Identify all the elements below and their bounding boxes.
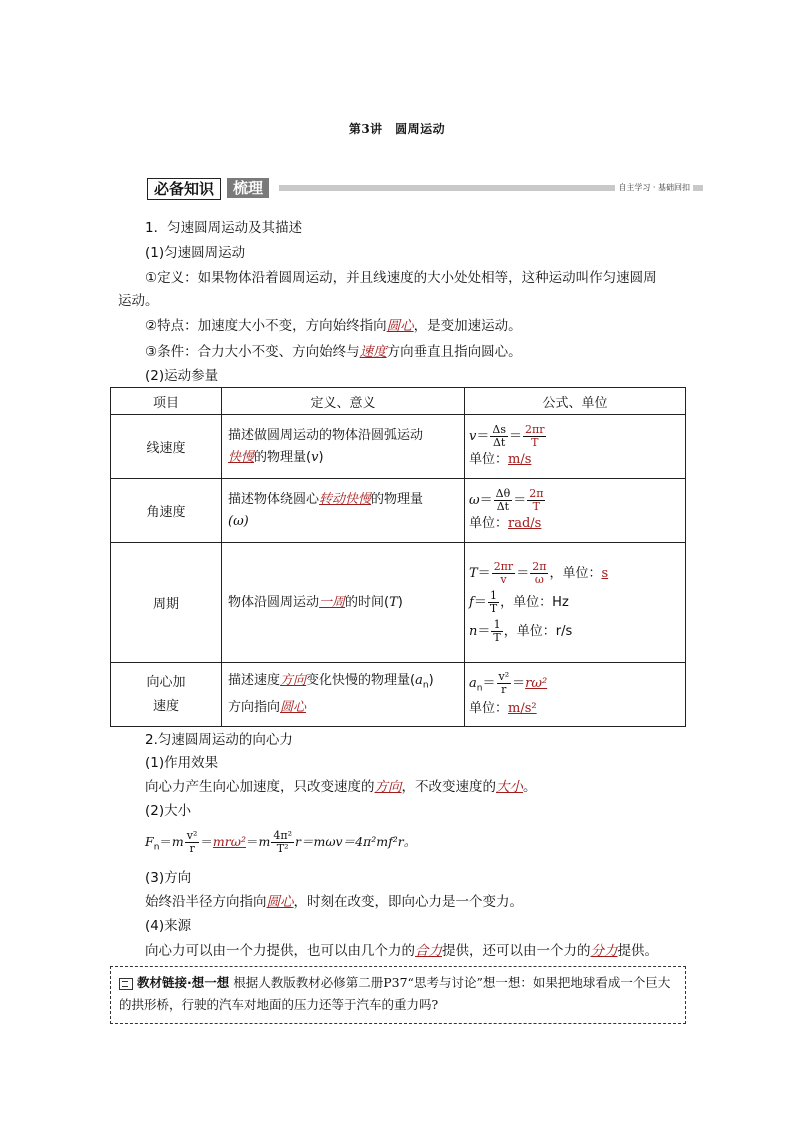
source-line <box>145 941 658 961</box>
denominator: T <box>493 631 501 644</box>
effect-heading: (1)作用效果 <box>145 755 219 771</box>
row-name: 线速度 <box>111 415 222 479</box>
numerator: 4π² <box>273 829 292 842</box>
def-fill: 圆心 <box>280 699 307 715</box>
def-text: 的物理量 <box>371 491 424 507</box>
formula-lhs: F <box>145 834 154 849</box>
row-name-part: 速度 <box>152 698 179 714</box>
unit-label: 单位： <box>469 700 509 716</box>
formula-mass: m <box>258 834 271 849</box>
frequency-formula: f＝ $\frac{1}{T}$ ，单位：Hz <box>469 589 569 615</box>
row-formula: ω＝ $\frac{\Delta\theta}{\Delta t}$ ＝ $\frac{2\pi}{T}$ 单位：rad/s <box>465 479 686 543</box>
effect-text: 。 <box>523 779 537 795</box>
direction-line <box>145 892 523 912</box>
condition-line <box>145 342 522 362</box>
denominator: ω <box>534 573 544 586</box>
header-formula: 公式、单位 <box>465 388 686 415</box>
definition-line-1: ①定义：如果物体沿着圆周运动，并且线速度的大小处处相等，这种运动叫作匀速圆周 <box>145 270 657 286</box>
textbook-link-box <box>110 966 686 1024</box>
fraction <box>271 830 294 855</box>
condition-text-b: 方向垂直且指向圆心。 <box>386 344 522 360</box>
formula-fill: rω² <box>525 676 548 692</box>
effect-text: 向心力产生向心加速度，只改变速度的 <box>145 779 375 795</box>
row-name: 周期 <box>111 543 222 663</box>
period-formula: T＝ $\frac{2\pi r}{v}$ ＝ $\frac{2\pi}{\omega}$ ，单位：s <box>469 560 609 586</box>
formula-subscript: n <box>153 842 160 853</box>
direction-heading: (3)方向 <box>145 870 192 886</box>
banner-right: 梳理 <box>227 178 269 198</box>
def-text: 的时间( <box>345 594 390 610</box>
def-fill: 一周 <box>319 594 346 610</box>
def-text: 方向指向 <box>228 699 281 715</box>
fraction-fill <box>527 488 545 513</box>
condition-fill: 速度 <box>359 344 387 360</box>
denominator: T <box>532 500 540 513</box>
header-item: 项目 <box>111 388 222 415</box>
denominator: v <box>500 573 507 586</box>
row-name: 角速度 <box>111 479 222 543</box>
numerator: v² <box>498 670 510 684</box>
textbook-link-text <box>119 972 679 1016</box>
denominator: T <box>531 436 539 449</box>
source-heading: (4)来源 <box>145 918 192 934</box>
fraction <box>497 671 512 696</box>
table-row <box>111 415 686 479</box>
def-text: 描述物体绕圆心 <box>228 491 320 507</box>
def-symbol: v <box>311 449 319 465</box>
row-formula: $a_n=$ $\frac{\text{v²}}{r}$ ＝rω² 单位：m/s² <box>465 663 686 727</box>
feature-line <box>145 316 522 336</box>
def-symbol: T <box>389 594 398 610</box>
numerator: 2π <box>529 487 544 500</box>
motion-params-table <box>110 387 686 727</box>
def-subscript: n <box>422 680 429 691</box>
row-definition <box>222 415 465 479</box>
table-row <box>111 543 686 663</box>
row-name-part: 向心加 <box>146 674 186 690</box>
table-header-row <box>111 388 686 415</box>
speed-formula: n＝ $\frac{1}{T}$ ，单位：r/s <box>469 618 573 644</box>
source-text: 提供。 <box>617 943 658 959</box>
numerator: v² <box>186 829 198 842</box>
direction-text: 始终沿半径方向指向 <box>145 894 267 910</box>
textbook-link-question: 根据人教版教材必修第二册P37“思考与讨论”想一想：如果把地球看成一个巨大的拱形桥，行驶的汽车对地面的压力还等于汽车的重力吗? <box>119 975 671 1012</box>
denominator: r <box>501 683 507 697</box>
header-definition: 定义、意义 <box>222 388 465 415</box>
denominator: r <box>189 842 195 855</box>
book-icon <box>119 978 133 990</box>
magnitude-heading: (2)大小 <box>145 803 192 819</box>
def-text: ) <box>318 449 324 465</box>
formula-tail: r＝mωv＝4π²mf²r。 <box>294 834 417 849</box>
def-symbol: (ω) <box>228 513 249 529</box>
def-text: 物体沿圆周运动 <box>228 594 320 610</box>
numerator: Δs <box>492 423 506 436</box>
banner-left: 必备知识 <box>147 178 221 200</box>
def-text: 描述速度 <box>228 673 281 689</box>
unit-fill: m/s <box>508 452 532 467</box>
row-definition <box>222 663 465 727</box>
unit-fill: rad/s <box>508 516 542 531</box>
section1-heading: 1．匀速圆周运动及其描述 <box>145 220 303 236</box>
effect-line <box>145 777 537 797</box>
fraction <box>491 619 502 644</box>
formula-lhs: f <box>469 595 474 610</box>
formula-subscript: n <box>476 683 483 694</box>
denominator: T² <box>276 842 289 855</box>
unit-label: ，单位： <box>549 566 602 581</box>
numerator: Δθ <box>495 487 511 500</box>
formula-fill: mrω² <box>212 834 246 849</box>
page-title: 第3讲 圆周运动 <box>348 122 446 136</box>
effect-fill-direction: 方向 <box>374 779 402 795</box>
unit-text: ，单位：Hz <box>500 595 569 610</box>
direction-fill: 圆心 <box>266 894 294 910</box>
denominator: Δt <box>496 500 510 513</box>
row-formula: v＝ $\frac{\Delta s}{\Delta t}$ ＝ $\frac{2\pi r}{T}$ 单位：m/s <box>465 415 686 479</box>
formula-lhs: v <box>469 429 477 444</box>
unit-fill: m/s² <box>508 700 537 716</box>
effect-text: ，不改变速度的 <box>401 779 496 795</box>
def-text: 描述做圆周运动的物体沿圆弧运动 <box>228 427 424 443</box>
source-fill-component: 分力 <box>590 943 618 959</box>
unit-row <box>469 451 681 469</box>
unit-label: 单位： <box>469 516 509 531</box>
unit-fill: s <box>601 566 609 581</box>
effect-fill-magnitude: 大小 <box>496 779 523 795</box>
force-formula: $F_n=m$ $\frac{\text{v²}}{r}$ ＝mrω²＝m $\frac{\text{4π²}}{\text{T²}}$ r＝mωv＝4π²mf²r。 <box>145 829 417 855</box>
formula-mass: m <box>171 834 184 849</box>
row-definition <box>222 479 465 543</box>
fraction <box>185 830 200 855</box>
section-banner <box>147 176 703 200</box>
formula-lhs: T <box>469 566 478 581</box>
fraction-fill <box>523 424 547 449</box>
banner-tag: 自主学习 · 基础回扣 <box>615 182 693 193</box>
unit-row <box>469 700 681 718</box>
formula-lhs: n <box>469 624 478 639</box>
def-text: ) <box>428 673 434 689</box>
numerator: 1 <box>488 590 499 603</box>
unit-label: 单位： <box>469 452 509 467</box>
sub-heading-params: (2)运动参量 <box>145 368 219 384</box>
definition-line-2: 运动。 <box>118 293 159 309</box>
feature-fill: 圆心 <box>386 318 414 334</box>
numerator: 2πr <box>524 423 545 436</box>
source-fill-net: 合力 <box>415 943 442 959</box>
table-row <box>111 479 686 543</box>
def-text: 的物理量( <box>254 449 312 465</box>
numerator: 2πr <box>493 560 514 573</box>
condition-text-a: ③条件：合力大小不变、方向始终与 <box>145 344 360 360</box>
def-text: ) <box>397 594 403 610</box>
def-text: 变化快慢的物理量( <box>306 673 416 689</box>
row-definition <box>222 543 465 663</box>
formula-lhs: a <box>469 676 477 692</box>
feature-text-b: ，是变加速运动。 <box>413 318 522 334</box>
direction-text: ，时刻在改变，即向心力是一个变力。 <box>293 894 523 910</box>
section2-heading: 2.匀速圆周运动的向心力 <box>145 732 293 748</box>
row-formula <box>465 543 686 663</box>
def-fill: 快慢 <box>228 449 255 465</box>
denominator: T <box>489 602 498 615</box>
textbook-link-label: 教材链接·想一想 <box>137 975 230 990</box>
unit-row <box>469 515 681 533</box>
denominator: Δt <box>492 436 506 449</box>
numerator: 2π <box>532 560 547 573</box>
fraction <box>490 424 508 449</box>
unit-text: ，单位：r/s <box>503 624 573 639</box>
sub-heading-uniform: (1)匀速圆周运动 <box>145 245 246 261</box>
table-row <box>111 663 686 727</box>
def-fill: 方向 <box>280 673 307 689</box>
def-symbol: a <box>415 673 423 689</box>
row-name <box>111 663 222 727</box>
fraction-fill <box>530 561 548 586</box>
source-text: 向心力可以由一个力提供，也可以由几个力的 <box>145 943 415 959</box>
fraction <box>488 590 499 615</box>
fraction-fill <box>492 561 516 586</box>
def-fill: 转动快慢 <box>319 491 372 507</box>
source-text: 提供，还可以由一个力的 <box>442 943 591 959</box>
feature-text-a: ②特点：加速度大小不变，方向始终指向 <box>145 318 387 334</box>
fraction <box>494 488 513 513</box>
numerator: 1 <box>491 619 502 632</box>
formula-lhs: ω <box>469 493 480 508</box>
